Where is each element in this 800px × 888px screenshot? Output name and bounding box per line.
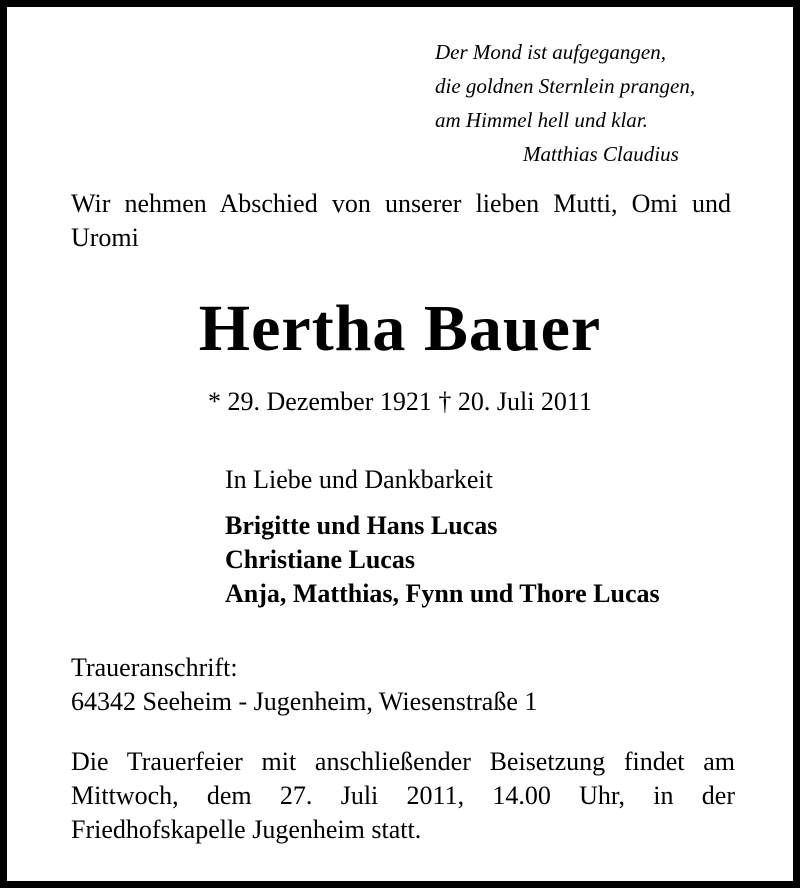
farewell-intro: Wir nehmen Abschied von unserer lieben Mutti, Omi und Uromi (71, 189, 731, 252)
poem-line: Der Mond ist aufgegangen, (435, 40, 666, 64)
family-member: Brigitte und Hans Lucas (225, 511, 498, 540)
life-dates: * 29. Dezember 1921 † 20. Juli 2011 (208, 387, 592, 416)
poem-line: am Himmel hell und klar. (435, 108, 648, 132)
poem-quote (435, 35, 765, 171)
poem-line: die goldnen Sternlein prangen, (435, 74, 696, 98)
family-member: Anja, Matthias, Fynn und Thore Lucas (225, 579, 660, 608)
ceremony-info: Die Trauerfeier mit anschließender Beisetzung findet am Mittwoch, dem 27. Juli 2011, 14.00 Uhr, in der Friedhofskapelle Jugenheim statt. (71, 747, 735, 844)
family-member: Christiane Lucas (225, 545, 415, 574)
address-value: 64342 Seeheim - Jugenheim, Wiesenstraße 1 (71, 687, 538, 716)
poem-author: Matthias Claudius (523, 142, 679, 166)
mourning-address (71, 651, 731, 719)
deceased-name: Hertha Bauer (198, 292, 602, 365)
address-label: Traueranschrift: (71, 653, 238, 682)
thanks-line: In Liebe und Dankbarkeit (225, 465, 493, 494)
family-list (225, 509, 785, 611)
